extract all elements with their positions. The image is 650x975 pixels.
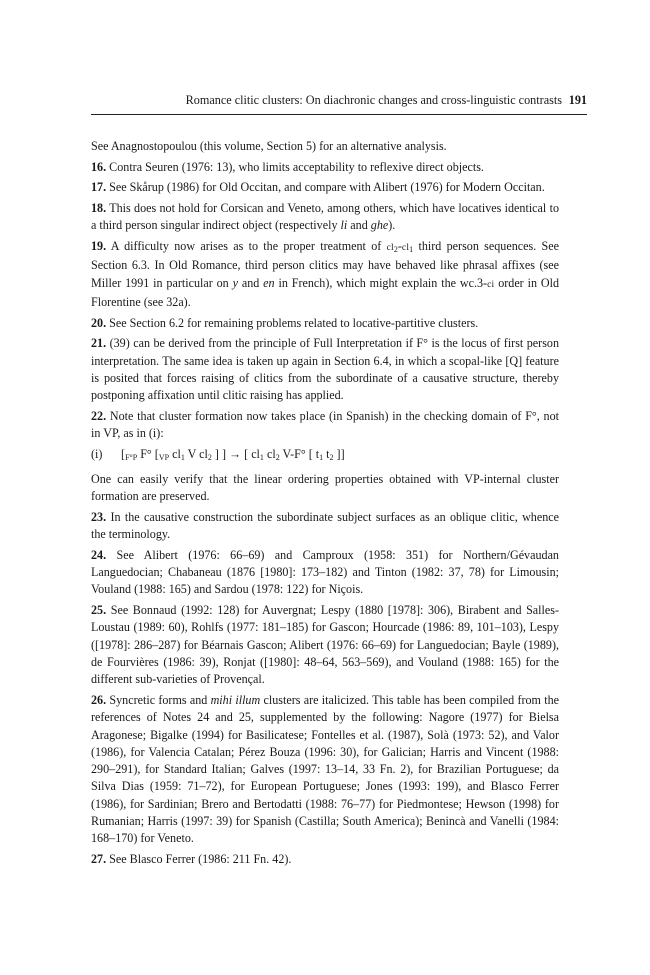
note-number: 27. — [91, 851, 107, 866]
note-18: 18. This does not hold for Corsican and Veneto, among others, which have locatives identical to a third person singular indirect object (respectively li and ghe). — [91, 201, 559, 233]
running-header — [91, 93, 587, 115]
note-text: See Alibert (1976: 66–69) and Camproux (1958: 351) for Northern/Gévaudan Languedocian; Chabaneau (1876 [1980]: 173–182) and Tinton (1982: 37, 78) for Limousin; Vouland (1988: 165) and Sardou (1978: 122) for Niçois. — [91, 547, 559, 597]
note-text: See Section 6.2 for remaining problems related to locative-partitive clusters. — [109, 315, 479, 330]
note-text: See Skårup (1986) for Old Occitan, and compare with Alibert (1976) for Modern Occitan. — [109, 180, 545, 195]
note-27 — [91, 851, 559, 868]
note-text: In the causative construction the subordinate subject surfaces as an oblique clitic, whence the terminology. — [91, 509, 560, 542]
note-number: 16. — [91, 159, 107, 174]
note-25 — [91, 602, 559, 688]
note-26: 26. Syncretic forms and mihi illum clusters are italicized. This table has been compiled from the references of Notes 24 and 25, supplemented by the following: Nagore (1977) for Bielsa Aragonese; Bigalke (1994) for Basilicatese; Fontelles et al. (1987), Solà (1973: 52), and Valor (1986), for Valencia Catalan; Pérez Bouza (1996: 30), for Galician; Harris and Vincent (1988: 290–291), for Standard Italian; Galves (1997: 13–14, 33 Fn. 2), for Brazilian Portuguese; da Silva Dias (1959: 71–72), for European Portuguese; Jones (1993: 199), and Blasco Ferrer (1986), for Sardinian; Brero and Bertodatti (1988: 76–77) for Piedmontese; Hewson (1998) for Rumanian; Harris (1997: 39) for Spanish (Castilla; South America); Benincà and Vanelli (1984: 168–170) for Veneto. — [91, 692, 560, 846]
page-number: 191 — [568, 93, 587, 107]
note-continuation: See Anagnostopoulou (this volume, Section 5) for an alternative analysis. — [91, 139, 447, 153]
note-number: 17. — [91, 180, 107, 195]
note-19: 19. A difficulty now arises as to the proper treatment of $cl_2-cl_1$ third person sequences. See Section 6.3. In Old Romance, third person clitics may have behaved like phrasal affixes (see Miller 1991 in particular on y and en in French), which might explain the wc.3-ci order in Old Florentine (see 32a). — [91, 239, 559, 309]
note-number: 20. — [91, 315, 107, 330]
note-number: 21. — [91, 336, 107, 351]
note-number: 22. — [91, 408, 107, 423]
endnotes — [91, 138, 559, 872]
note-number: 18. — [91, 201, 107, 216]
note-20 — [91, 315, 559, 332]
note-21 — [91, 335, 559, 404]
note-text: Note that cluster formation now takes place (in Spanish) in the checking domain of F°, not in VP, as in (i): — [91, 408, 559, 441]
note-17 — [91, 179, 559, 196]
example-i: (i) [F°P F° [$_{VP}$ $cl_1$ V $cl_2$ ] ] → [ $cl_1$ $cl_2$ V-F° [ $t_1$ $t_2$ ]] — [91, 447, 345, 463]
running-title: Romance clitic clusters: On diachronic changes and cross-linguistic contrasts — [185, 93, 562, 107]
note-23 — [91, 509, 559, 544]
note-number: 19. — [91, 239, 107, 254]
note-22 — [91, 408, 559, 443]
note-number: 26. — [91, 692, 107, 707]
note-text: (39) can be derived from the principle of Full Interpretation if F° is the locus of first person interpretation. The same idea is taken up again in Section 6.4, in which a scopal-like [Q] feature is posited that forces raising of clitics from the subordinate of a causative structure, thereby postponing affixation until clitic raising has applied. — [91, 336, 559, 403]
example-label: (i) — [91, 447, 103, 462]
note-number: 23. — [91, 509, 107, 524]
note-22-continuation: One can easily verify that the linear ordering properties obtained with VP-internal cluster formation are preserved. — [91, 471, 559, 504]
note-text: See Blasco Ferrer (1986: 211 Fn. 42). — [109, 851, 292, 866]
note-text: See Bonnaud (1992: 128) for Auvergnat; Lespy (1880 [1978]: 306), Birabent and Salles-Loustau (1989: 60), Rohlfs (1977: 181–185) for Gascon; Hourcade (1986: 89, 101–103), Lespy ([1978]: 286–287) for Béarnais Gascon; Alibert (1976: 66–69) for Languedocian; Bayle (1989), de Fourvières (1986: 39), Ronjat ([1980]: 48–64, 563–569), and Vouland (1988: 165) for the different sub-varieties of Provençal. — [91, 603, 560, 687]
note-number: 24. — [91, 547, 107, 562]
note-text: Contra Seuren (1976: 13), who limits acceptability to reflexive direct objects. — [109, 159, 484, 174]
note-number: 25. — [91, 603, 107, 618]
note-24 — [91, 547, 559, 599]
note-16 — [91, 159, 559, 176]
